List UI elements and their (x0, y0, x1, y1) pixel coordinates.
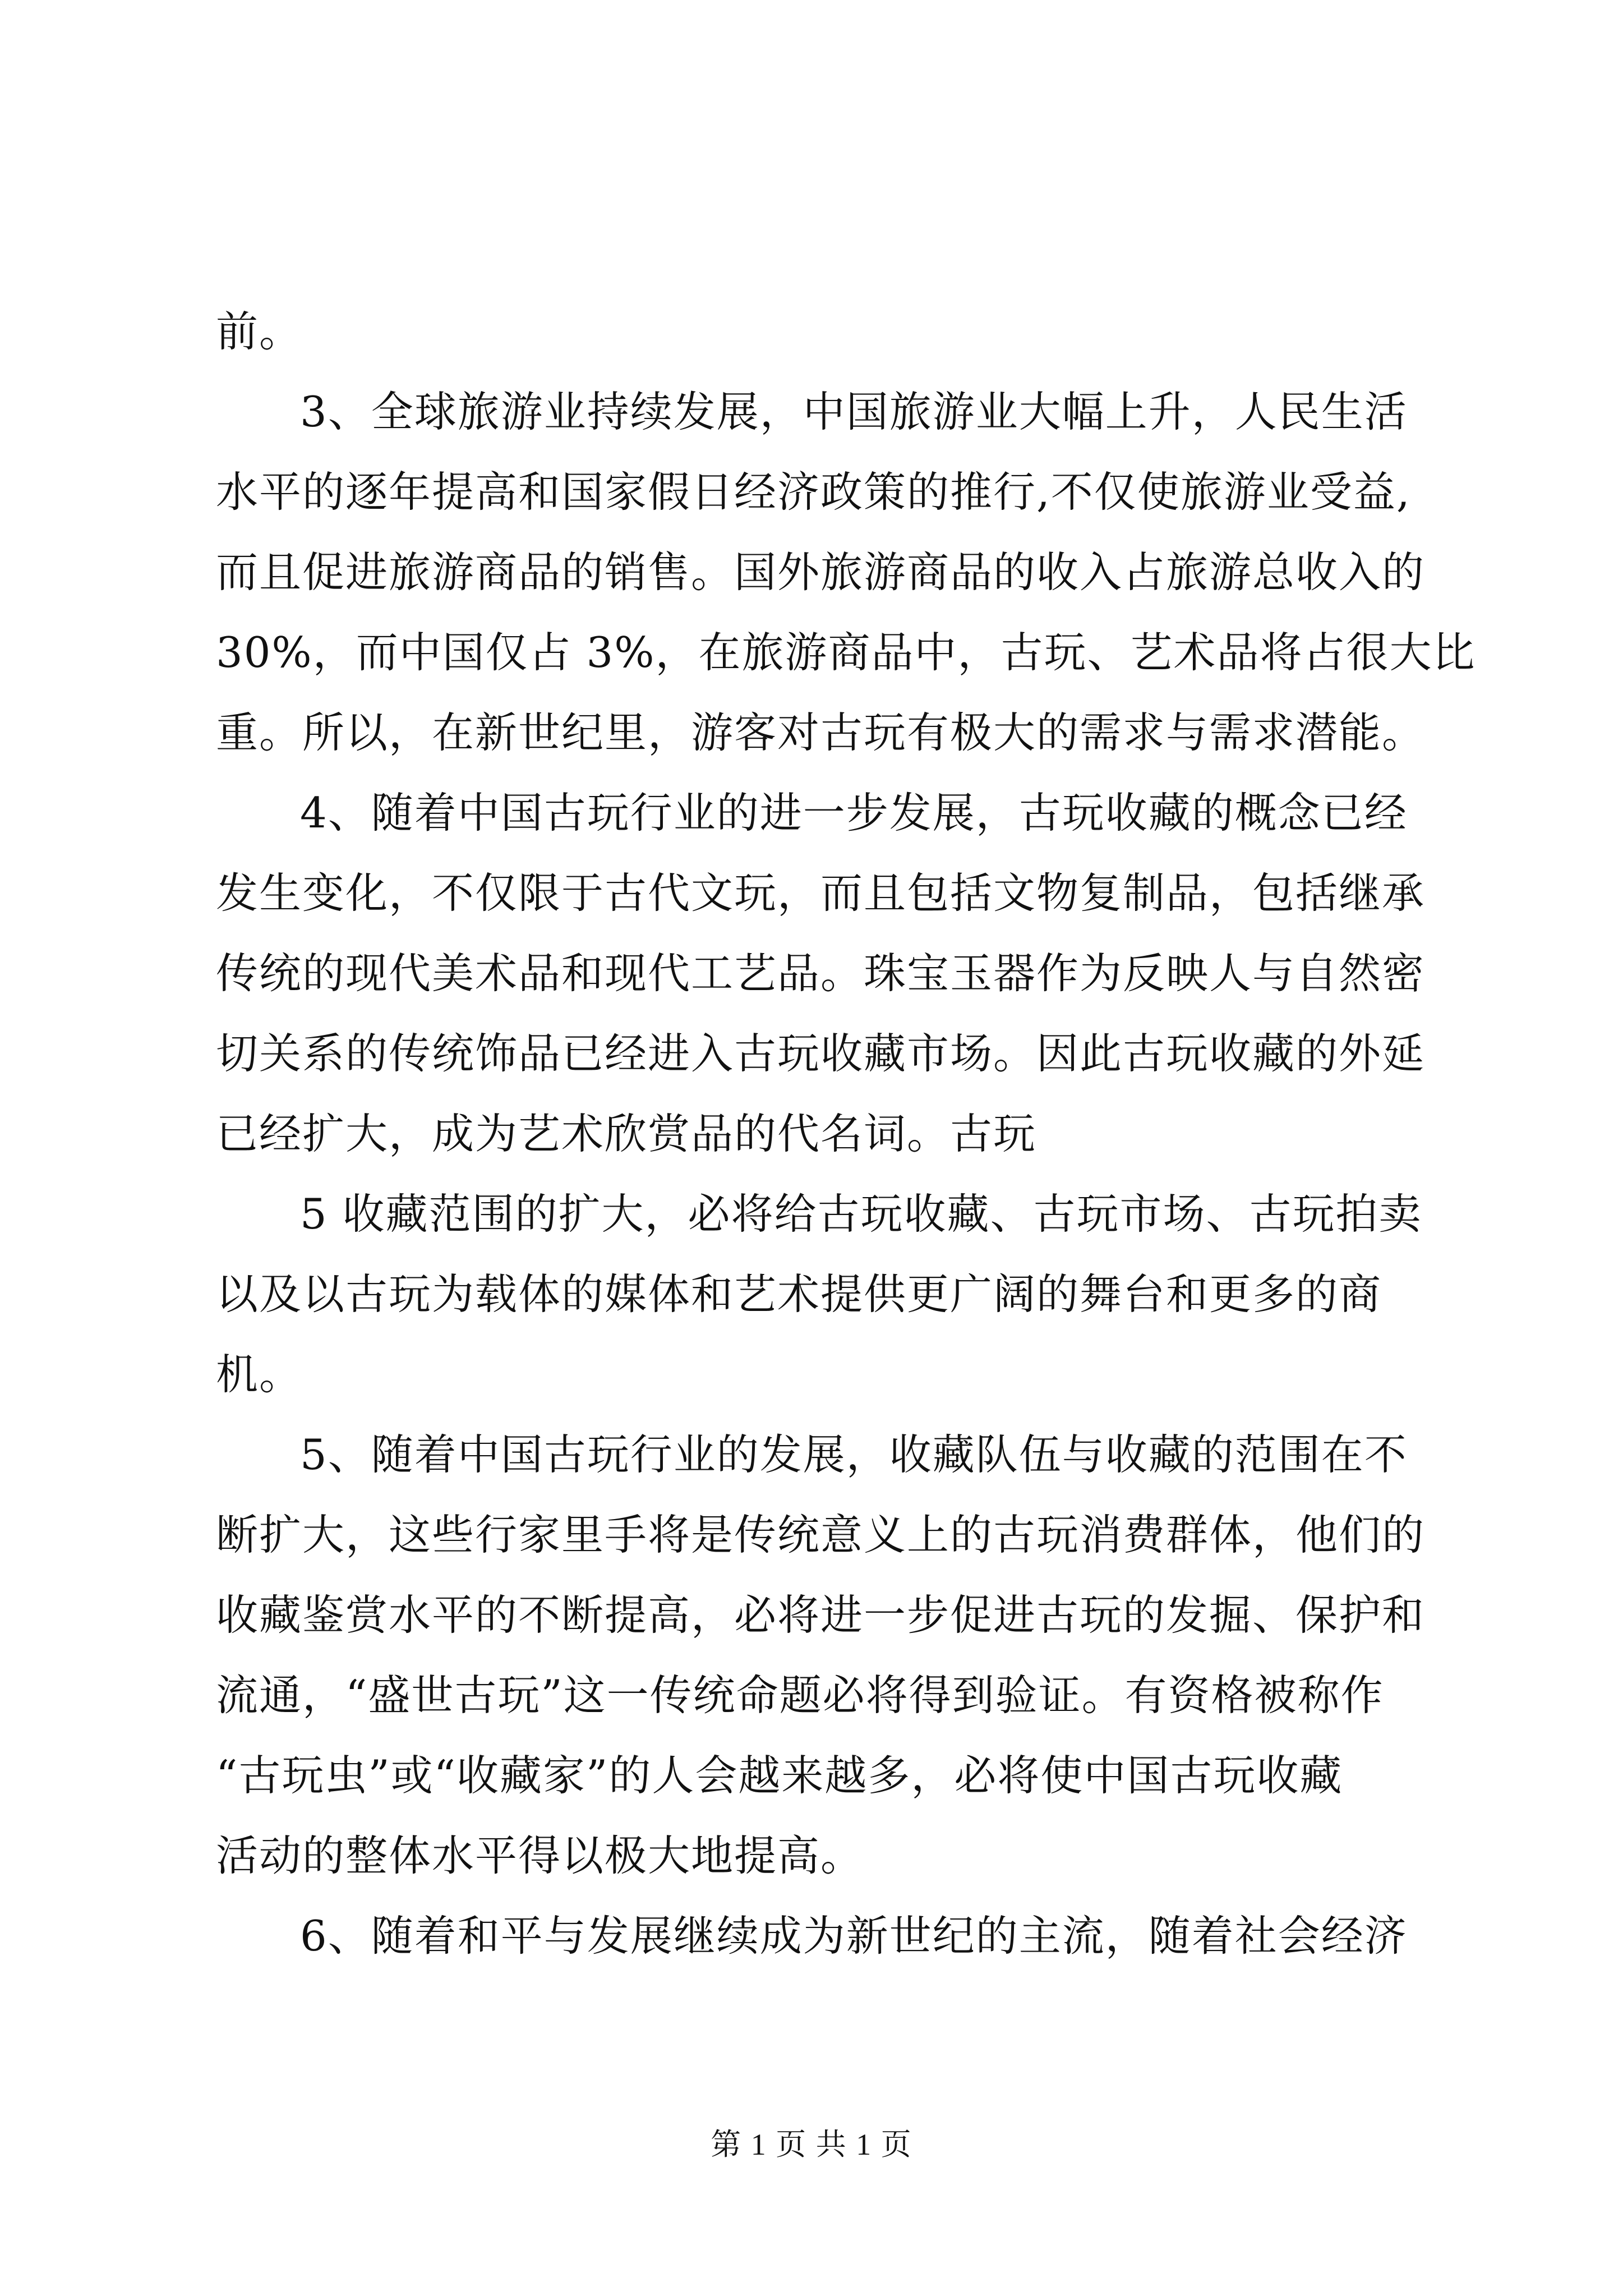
text-line: 5 收藏范围的扩大，必将给古玩收藏、古玩市场、古玩拍卖 (300, 1189, 1422, 1239)
text-line: 切关系的传统饰品已经进入古玩收藏市场。因此古玩收藏的外延 (216, 1029, 1426, 1078)
text-line: “古玩虫”或“收藏家”的人会越来越多，必将使中国古玩收藏 (216, 1751, 1343, 1800)
text-line: 6、随着和平与发展继续成为新世纪的主流，随着社会经济 (300, 1911, 1408, 1961)
text-line: 收藏鉴赏水平的不断提高，必将进一步促进古玩的发掘、保护和 (216, 1590, 1426, 1640)
text-line: 机。 (216, 1350, 303, 1399)
text-line: 而且促进旅游商品的销售。国外旅游商品的收入占旅游总收入的 (216, 547, 1426, 597)
text-line: 30%，而中国仅占 3%，在旅游商品中，古玩、艺术品将占很大比 (216, 628, 1476, 677)
page-footer: 第 1 页 共 1 页 (711, 2128, 912, 2161)
text-line: 已经扩大，成为艺术欣赏品的代名词。古玩 (216, 1109, 1037, 1158)
text-line: 以及以古玩为载体的媒体和艺术提供更广阔的舞台和更多的商 (216, 1269, 1382, 1319)
text-line: 4、随着中国古玩行业的进一步发展，古玩收藏的概念已经 (300, 788, 1408, 838)
text-line: 传统的现代美术品和现代工艺品。珠宝玉器作为反映人与自然密 (216, 949, 1426, 998)
text-line: 水平的逐年提高和国家假日经济政策的推行,不仅使旅游业受益, (216, 467, 1411, 517)
text-line: 活动的整体水平得以极大地提高。 (216, 1831, 864, 1880)
body-text (216, 292, 1476, 1976)
text-line: 流通，“盛世古玩”这一传统命题必将得到验证。有资格被称作 (216, 1671, 1384, 1720)
text-line: 3、全球旅游业持续发展，中国旅游业大幅上升，人民生活 (300, 387, 1408, 436)
text-line: 5、随着中国古玩行业的发展，收藏队伍与收藏的范围在不 (300, 1430, 1408, 1479)
text-line: 重。所以，在新世纪里，游客对古玩有极大的需求与需求潜能。 (216, 708, 1426, 757)
text-line: 前。 (216, 307, 303, 356)
text-line: 断扩大，这些行家里手将是传统意义上的古玩消费群体，他们的 (216, 1510, 1426, 1559)
text-line: 发生变化，不仅限于古代文玩，而且包括文物复制品，包括继承 (216, 868, 1426, 918)
